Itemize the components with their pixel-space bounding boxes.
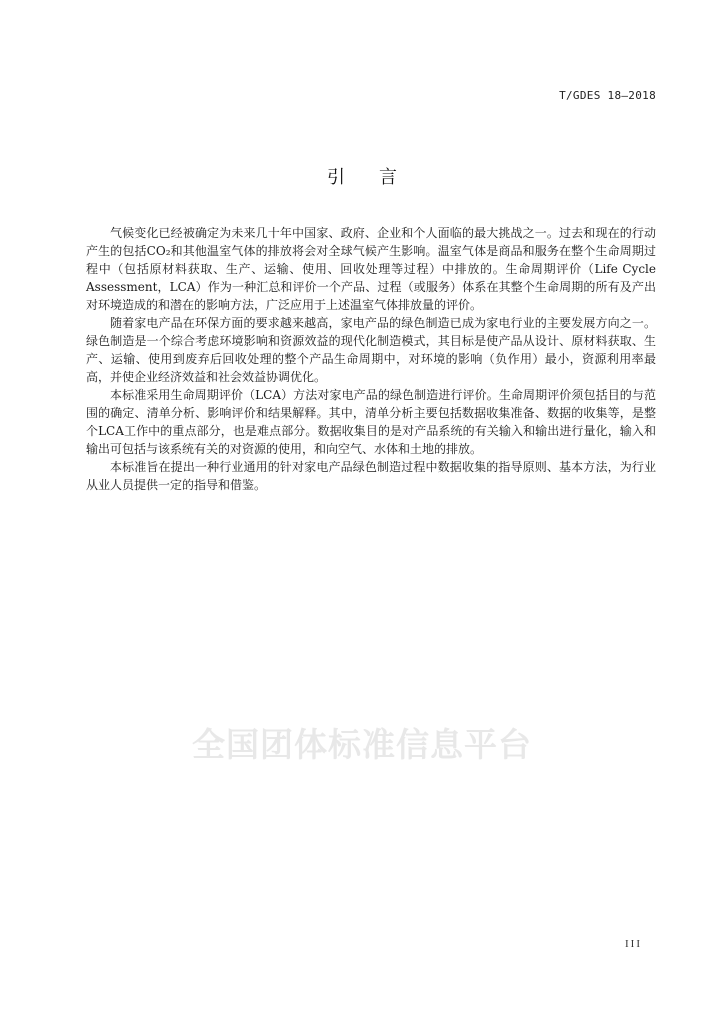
paragraph-green-manufacturing: 随着家电产品在环保方面的要求越来越高，家电产品的绿色制造已成为家电行业的主要发展方向之一。绿色制造是一个综合考虑环境影响和资源效益的现代化制造模式，其目标是使产品从设计、原材料获取、生产、运输、使用到废弃后回收处理的整个产品生命周期中，对环境的影响（负作用）最小，资源利用率最高，并使企业经济效益和社会效益协调优化。 xyxy=(86,316,656,384)
page-number: III xyxy=(625,938,642,950)
paragraph-purpose: 本标准旨在提出一种行业通用的针对家电产品绿色制造过程中数据收集的指导原则、基本方法，为行业从业人员提供一定的指导和借鉴。 xyxy=(86,460,656,492)
body-text xyxy=(86,224,656,494)
paragraph-climate-change: 气候变化已经被确定为未来几十年中国家、政府、企业和个人面临的最大挑战之一。过去和现在的行动产生的包括CO₂和其他温室气体的排放将会对全球气候产生影响。温室气体是商品和服务在整个生命周期过程中（包括原材料获取、生产、运输、使用、回收处理等过程）中排放的。生命周期评价（Life Cycle Assessment，LCA）作为一种汇总和评价一个产品、过程（或服务）体系在其整个生命周期的所有及产出对环境造成的和潜在的影响方法，广泛应用于上述温室气体排放量的评价。 xyxy=(86,226,656,312)
section-title: 引言 xyxy=(327,167,431,188)
watermark: 全国团体标准信息平台 xyxy=(192,725,532,764)
standard-code: T/GDES 18—2018 xyxy=(559,89,656,102)
paragraph-lca-method: 本标准采用生命周期评价（LCA）方法对家电产品的绿色制造进行评价。生命周期评价须包括目的与范围的确定、清单分析、影响评价和结果解释。其中，清单分析主要包括数据收集准备、数据的收集等，是整个LCA工作中的重点部分，也是难点部分。数据收集目的是对产品系统的有关输入和输出进行量化，输入和输出可包括与该系统有关的对资源的使用，和向空气、水体和土地的排放。 xyxy=(86,388,656,456)
